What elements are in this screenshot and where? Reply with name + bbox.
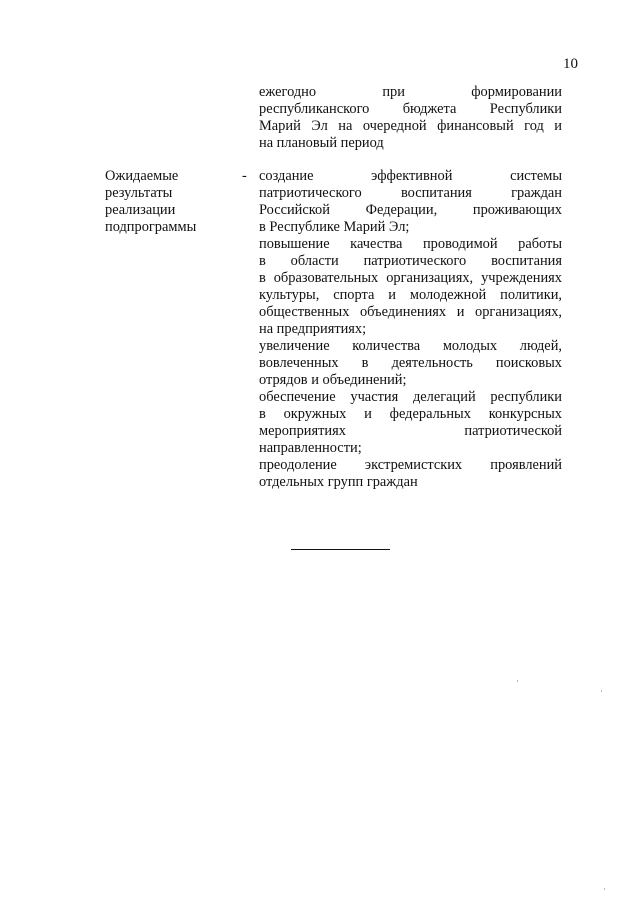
text-line: вовлеченных в деятельность поисковых <box>259 355 562 371</box>
expected-results-text <box>259 168 562 491</box>
text-line: ежегодно при формировании <box>259 84 562 100</box>
text-line: на предприятиях; <box>259 321 367 337</box>
text-line: отдельных групп граждан <box>259 474 418 490</box>
label-line: реализации <box>105 202 176 218</box>
dash-separator: - <box>242 168 247 184</box>
result-paragraph <box>259 236 562 338</box>
label-line: подпрограммы <box>105 219 197 235</box>
text-line: в окружных и федеральных конкурсных <box>259 406 562 422</box>
scan-speck <box>604 888 605 890</box>
scan-speck <box>601 690 602 692</box>
result-paragraph <box>259 389 562 457</box>
text-line: республиканского бюджета Республики <box>259 101 562 117</box>
text-line: отрядов и объединений; <box>259 372 407 388</box>
result-paragraph <box>259 457 562 491</box>
text-line: культуры, спорта и молодежной политики, <box>259 287 562 303</box>
text-line: в области патриотического воспитания <box>259 253 562 269</box>
text-line: увеличение количества молодых людей, <box>259 338 562 354</box>
text-line: преодоление экстремистских проявлений <box>259 457 562 473</box>
label-line: результаты <box>105 185 173 201</box>
text-line: Марий Эл на очередной финансовый год и <box>259 118 562 134</box>
page-number: 10 <box>563 56 578 72</box>
continuation-text <box>259 84 562 152</box>
text-line: повышение качества проводимой работы <box>259 236 562 252</box>
expected-results-label <box>105 168 205 236</box>
expected-results-row <box>105 168 562 508</box>
result-paragraph <box>259 168 562 236</box>
text-line: мероприятиях патриотической <box>259 423 562 439</box>
end-separator-line <box>291 549 390 550</box>
text-line: на плановый период <box>259 135 384 151</box>
label-line: Ожидаемые <box>105 168 179 184</box>
text-line: обеспечение участия делегаций республики <box>259 389 562 405</box>
scan-speck <box>517 680 518 682</box>
text-line: общественных объединениях и организациях, <box>259 304 562 320</box>
text-line: в Республике Марий Эл; <box>259 219 410 235</box>
text-line: создание эффективной системы <box>259 168 562 184</box>
result-paragraph <box>259 338 562 389</box>
text-line: патриотического воспитания граждан <box>259 185 562 201</box>
text-line: в образовательных организациях, учреждениях <box>259 270 562 286</box>
text-line: Российской Федерации, проживающих <box>259 202 562 218</box>
text-line: направленности; <box>259 440 362 456</box>
